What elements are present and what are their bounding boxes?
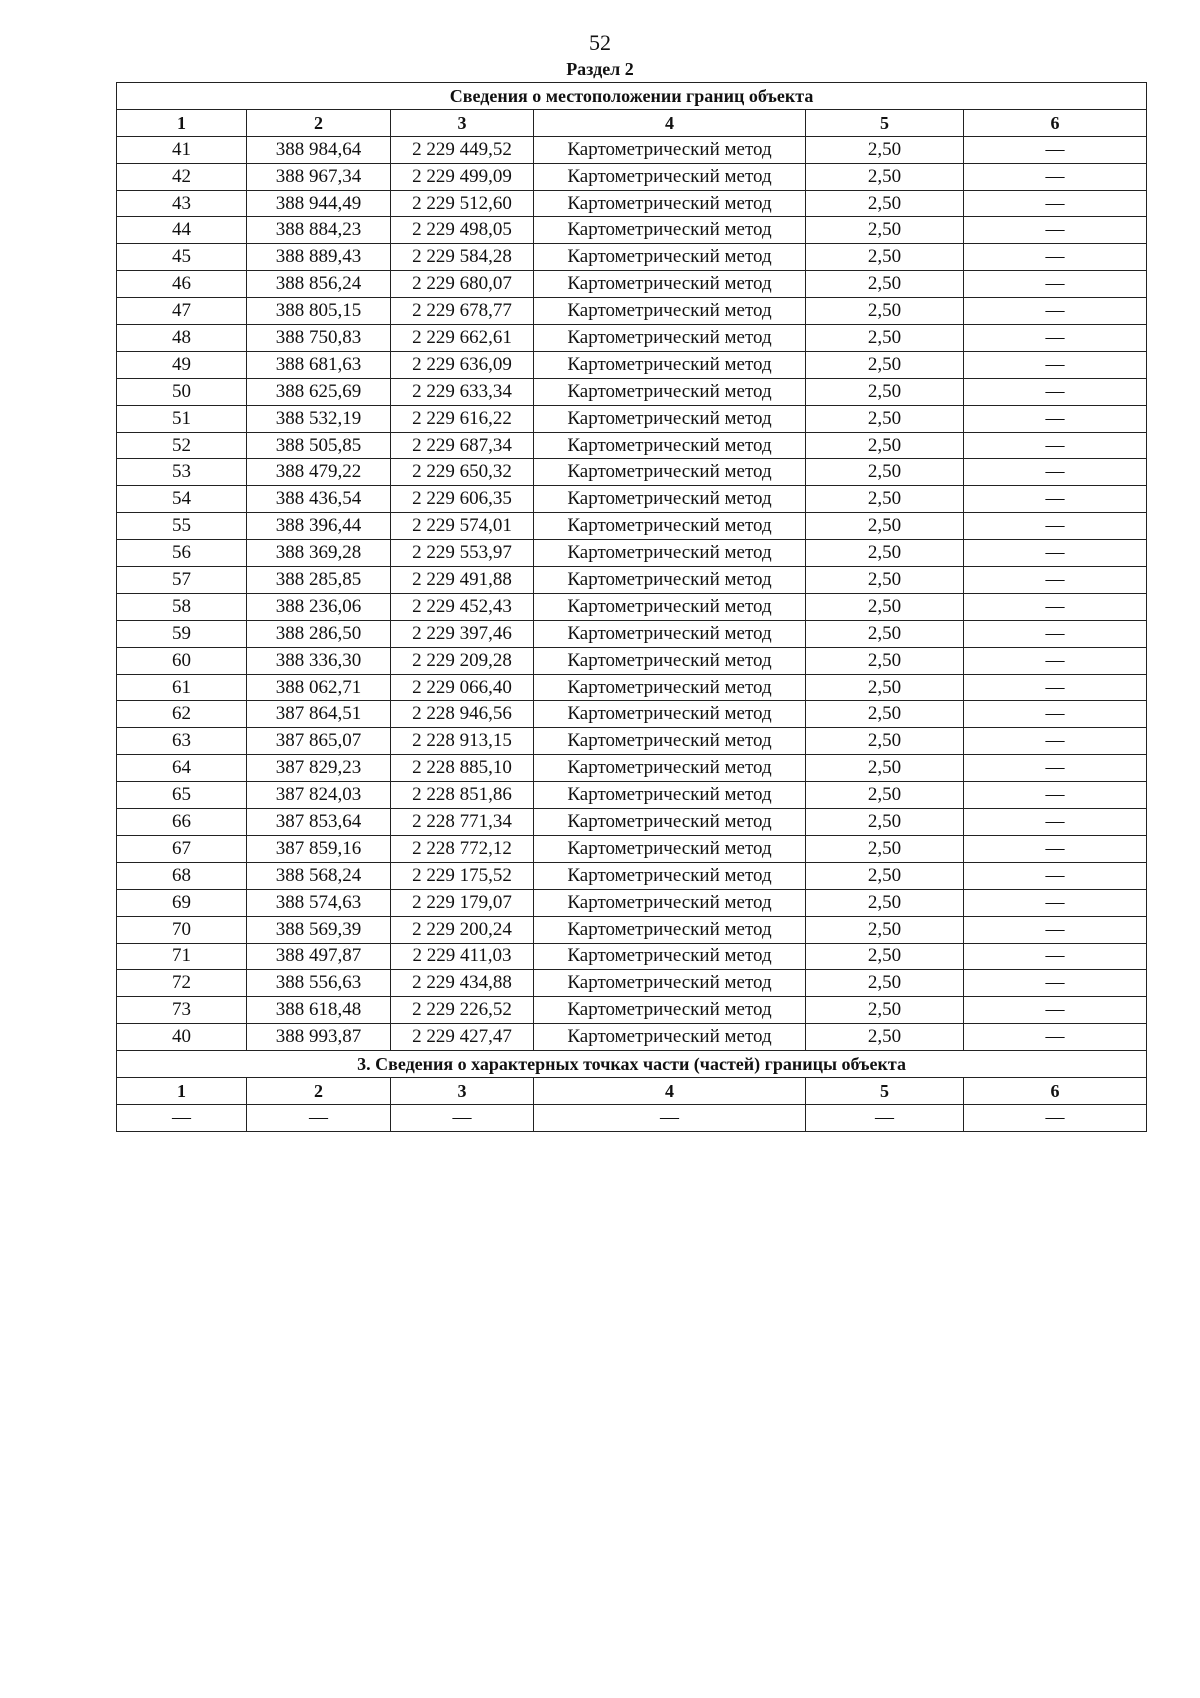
table-cell: 2,50 xyxy=(806,755,964,782)
table-cell: Картометрический метод xyxy=(534,459,806,486)
table-cell: Картометрический метод xyxy=(534,728,806,755)
table-cell: Картометрический метод xyxy=(534,674,806,701)
table-cell: 2 229 553,97 xyxy=(391,540,534,567)
table-row xyxy=(117,271,1147,298)
table-cell: — xyxy=(964,647,1147,674)
table-cell: 60 xyxy=(117,647,247,674)
table-row xyxy=(117,889,1147,916)
table-cell: Картометрический метод xyxy=(534,513,806,540)
table-cell: Картометрический метод xyxy=(534,782,806,809)
table-cell: 59 xyxy=(117,620,247,647)
boundary-table xyxy=(116,82,1147,1132)
table-cell: 2 228 772,12 xyxy=(391,835,534,862)
table-cell: 2 229 434,88 xyxy=(391,970,534,997)
table-cell: 52 xyxy=(117,432,247,459)
table-cell: 388 805,15 xyxy=(247,298,391,325)
table-cell: 2,50 xyxy=(806,271,964,298)
table-cell: Картометрический метод xyxy=(534,540,806,567)
table-cell: 67 xyxy=(117,835,247,862)
table-cell: 388 967,34 xyxy=(247,163,391,190)
table-cell: 68 xyxy=(117,862,247,889)
table-cell: 388 062,71 xyxy=(247,674,391,701)
table-row xyxy=(117,728,1147,755)
table-row xyxy=(117,567,1147,594)
table-cell: 2 229 606,35 xyxy=(391,486,534,513)
table-cell: Картометрический метод xyxy=(534,271,806,298)
table-cell: — xyxy=(964,593,1147,620)
table-cell: 64 xyxy=(117,755,247,782)
table-cell: 388 625,69 xyxy=(247,378,391,405)
table-cell: Картометрический метод xyxy=(534,997,806,1024)
table-cell: 69 xyxy=(117,889,247,916)
table-cell: Картометрический метод xyxy=(534,835,806,862)
table-cell: 61 xyxy=(117,674,247,701)
column-header: 6 xyxy=(964,1077,1147,1104)
table-cell: — xyxy=(964,809,1147,836)
table-cell: — xyxy=(806,1104,964,1131)
table-cell: 73 xyxy=(117,997,247,1024)
column-header: 4 xyxy=(534,1077,806,1104)
column-header: 6 xyxy=(964,109,1147,136)
table-cell: 2,50 xyxy=(806,970,964,997)
table-cell: 2 229 687,34 xyxy=(391,432,534,459)
table-cell: 65 xyxy=(117,782,247,809)
page-number: 52 xyxy=(589,30,611,55)
table-cell: 388 884,23 xyxy=(247,217,391,244)
table-cell: Картометрический метод xyxy=(534,943,806,970)
table-cell: 388 286,50 xyxy=(247,620,391,647)
table-cell: 2,50 xyxy=(806,889,964,916)
table-cell: — xyxy=(964,163,1147,190)
table-row xyxy=(117,540,1147,567)
table-cell: 72 xyxy=(117,970,247,997)
table-cell: 2 229 175,52 xyxy=(391,862,534,889)
table-row xyxy=(117,809,1147,836)
table-cell: 2 229 678,77 xyxy=(391,298,534,325)
table-cell: — xyxy=(964,620,1147,647)
table-cell: 71 xyxy=(117,943,247,970)
table-cell: 388 369,28 xyxy=(247,540,391,567)
table-row xyxy=(117,647,1147,674)
table-cell: Картометрический метод xyxy=(534,755,806,782)
section-title: Раздел 2 xyxy=(566,59,634,79)
table-cell: — xyxy=(117,1104,247,1131)
table-cell: 41 xyxy=(117,136,247,163)
table-cell: 2,50 xyxy=(806,325,964,352)
table-cell: Картометрический метод xyxy=(534,862,806,889)
table-row xyxy=(117,325,1147,352)
table-cell: Картометрический метод xyxy=(534,567,806,594)
table-title: Сведения о местоположении границ объекта xyxy=(117,83,1147,110)
table-cell: 48 xyxy=(117,325,247,352)
table-cell: Картометрический метод xyxy=(534,620,806,647)
table-cell: Картометрический метод xyxy=(534,916,806,943)
table-cell: — xyxy=(964,567,1147,594)
table-cell: 43 xyxy=(117,190,247,217)
table-cell: 2,50 xyxy=(806,701,964,728)
column-header: 3 xyxy=(391,1077,534,1104)
table-cell: 63 xyxy=(117,728,247,755)
table-row xyxy=(117,513,1147,540)
table-cell: Картометрический метод xyxy=(534,351,806,378)
table-row xyxy=(117,755,1147,782)
table-cell: 388 944,49 xyxy=(247,190,391,217)
table-cell: 2 229 636,09 xyxy=(391,351,534,378)
table-cell: 2,50 xyxy=(806,620,964,647)
table-cell: Картометрический метод xyxy=(534,378,806,405)
table-cell: 45 xyxy=(117,244,247,271)
table-cell: 2,50 xyxy=(806,728,964,755)
table-cell: 2,50 xyxy=(806,809,964,836)
table-cell: 2,50 xyxy=(806,916,964,943)
table-cell: 388 336,30 xyxy=(247,647,391,674)
table-cell: 2,50 xyxy=(806,835,964,862)
table-cell: 387 824,03 xyxy=(247,782,391,809)
table-cell: 40 xyxy=(117,1024,247,1051)
table-cell: 2 229 498,05 xyxy=(391,217,534,244)
table-cell: 56 xyxy=(117,540,247,567)
table-row xyxy=(117,1104,1147,1131)
table-cell: Картометрический метод xyxy=(534,244,806,271)
table-cell: 388 505,85 xyxy=(247,432,391,459)
table-cell: 2,50 xyxy=(806,486,964,513)
table-row xyxy=(117,163,1147,190)
table-cell: — xyxy=(964,298,1147,325)
table-cell: Картометрический метод xyxy=(534,593,806,620)
table-row xyxy=(117,486,1147,513)
table-cell: 47 xyxy=(117,298,247,325)
table-cell: — xyxy=(247,1104,391,1131)
table-cell: Картометрический метод xyxy=(534,405,806,432)
table-cell: — xyxy=(964,432,1147,459)
table-row xyxy=(117,916,1147,943)
table-cell: 388 436,54 xyxy=(247,486,391,513)
table-cell: 2 229 226,52 xyxy=(391,997,534,1024)
table-cell: — xyxy=(964,244,1147,271)
table-cell: 388 396,44 xyxy=(247,513,391,540)
table-row xyxy=(117,190,1147,217)
table-row xyxy=(117,136,1147,163)
table-cell: 55 xyxy=(117,513,247,540)
column-header: 4 xyxy=(534,109,806,136)
table-cell: Картометрический метод xyxy=(534,970,806,997)
table-cell: — xyxy=(964,271,1147,298)
table-cell: 2,50 xyxy=(806,862,964,889)
column-header: 1 xyxy=(117,109,247,136)
table-cell: 2,50 xyxy=(806,567,964,594)
table-cell: Картометрический метод xyxy=(534,325,806,352)
table-cell: 388 569,39 xyxy=(247,916,391,943)
table-cell: 2 229 650,32 xyxy=(391,459,534,486)
column-header: 2 xyxy=(247,1077,391,1104)
table-cell: 2 229 452,43 xyxy=(391,593,534,620)
table-cell: 2,50 xyxy=(806,997,964,1024)
table-cell: — xyxy=(964,378,1147,405)
table-cell: — xyxy=(964,325,1147,352)
table-row xyxy=(117,432,1147,459)
table-row xyxy=(117,593,1147,620)
table-cell: 2 229 616,22 xyxy=(391,405,534,432)
table-cell: 42 xyxy=(117,163,247,190)
table-row xyxy=(117,378,1147,405)
table-row xyxy=(117,997,1147,1024)
table-cell: — xyxy=(964,351,1147,378)
table-cell: Картометрический метод xyxy=(534,809,806,836)
table-cell: Картометрический метод xyxy=(534,889,806,916)
table-cell: 46 xyxy=(117,271,247,298)
table-cell: — xyxy=(964,540,1147,567)
table-cell: Картометрический метод xyxy=(534,190,806,217)
table-cell: 2,50 xyxy=(806,459,964,486)
table-cell: 2,50 xyxy=(806,163,964,190)
table-cell: 2,50 xyxy=(806,298,964,325)
table-cell: — xyxy=(964,405,1147,432)
table-cell: 388 556,63 xyxy=(247,970,391,997)
table-row xyxy=(117,943,1147,970)
table-cell: 2 229 209,28 xyxy=(391,647,534,674)
table-cell: 2 229 179,07 xyxy=(391,889,534,916)
table-cell: 2,50 xyxy=(806,1024,964,1051)
table-cell: 2,50 xyxy=(806,351,964,378)
table-cell: 2 229 411,03 xyxy=(391,943,534,970)
table-cell: 51 xyxy=(117,405,247,432)
table-cell: 387 864,51 xyxy=(247,701,391,728)
table-cell: 54 xyxy=(117,486,247,513)
table-row xyxy=(117,701,1147,728)
table-cell: 53 xyxy=(117,459,247,486)
table-cell: 62 xyxy=(117,701,247,728)
table-row xyxy=(117,459,1147,486)
table-cell: 2,50 xyxy=(806,943,964,970)
table-cell: Картометрический метод xyxy=(534,136,806,163)
table-cell: 2,50 xyxy=(806,190,964,217)
table-cell: 387 853,64 xyxy=(247,809,391,836)
table-cell: 50 xyxy=(117,378,247,405)
table-cell: 2,50 xyxy=(806,378,964,405)
table-cell: 2,50 xyxy=(806,244,964,271)
table-cell: — xyxy=(964,889,1147,916)
table-cell: 2 229 499,09 xyxy=(391,163,534,190)
table-cell: Картометрический метод xyxy=(534,486,806,513)
table-cell: 388 856,24 xyxy=(247,271,391,298)
table-cell: 388 889,43 xyxy=(247,244,391,271)
table-cell: Картометрический метод xyxy=(534,701,806,728)
column-header: 5 xyxy=(806,1077,964,1104)
table-cell: 388 568,24 xyxy=(247,862,391,889)
table-cell: 2 229 512,60 xyxy=(391,190,534,217)
table-cell: 2 229 449,52 xyxy=(391,136,534,163)
table-row xyxy=(117,674,1147,701)
table-cell: — xyxy=(964,943,1147,970)
table-cell: 2 228 946,56 xyxy=(391,701,534,728)
table-cell: 387 829,23 xyxy=(247,755,391,782)
table-cell: — xyxy=(964,1024,1147,1051)
table-cell: — xyxy=(964,997,1147,1024)
table-row xyxy=(117,217,1147,244)
table-cell: 388 574,63 xyxy=(247,889,391,916)
parts-column-header-row xyxy=(117,1077,1147,1104)
table-cell: 2 229 491,88 xyxy=(391,567,534,594)
table-row xyxy=(117,862,1147,889)
table-cell: — xyxy=(964,782,1147,809)
table-cell: — xyxy=(964,862,1147,889)
table-cell: 2 229 584,28 xyxy=(391,244,534,271)
table-cell: 2 229 066,40 xyxy=(391,674,534,701)
table-cell: 388 993,87 xyxy=(247,1024,391,1051)
table-cell: 388 479,22 xyxy=(247,459,391,486)
table-cell: — xyxy=(964,674,1147,701)
table-cell: 2 228 885,10 xyxy=(391,755,534,782)
table-cell: 2,50 xyxy=(806,782,964,809)
table-cell: 387 859,16 xyxy=(247,835,391,862)
table-cell: 2 229 397,46 xyxy=(391,620,534,647)
table-row xyxy=(117,298,1147,325)
table-cell: 44 xyxy=(117,217,247,244)
table-cell: 57 xyxy=(117,567,247,594)
table-cell: — xyxy=(964,835,1147,862)
table-cell: Картометрический метод xyxy=(534,1024,806,1051)
table-cell: 2,50 xyxy=(806,136,964,163)
table-cell: Картометрический метод xyxy=(534,298,806,325)
table-cell: Картометрический метод xyxy=(534,647,806,674)
table-row xyxy=(117,1024,1147,1051)
table-row xyxy=(117,405,1147,432)
table-cell: 388 681,63 xyxy=(247,351,391,378)
column-header: 3 xyxy=(391,109,534,136)
table-cell: 2,50 xyxy=(806,217,964,244)
table-cell: — xyxy=(964,1104,1147,1131)
table-cell: — xyxy=(964,136,1147,163)
table-cell: 2,50 xyxy=(806,593,964,620)
table-cell: 388 285,85 xyxy=(247,567,391,594)
parts-table-title: 3. Сведения о характерных точках части (частей) границы объекта xyxy=(117,1051,1147,1078)
table-cell: — xyxy=(964,728,1147,755)
table-row xyxy=(117,620,1147,647)
table-cell: — xyxy=(534,1104,806,1131)
table-cell: 2 228 913,15 xyxy=(391,728,534,755)
table-cell: 2,50 xyxy=(806,432,964,459)
table-cell: Картометрический метод xyxy=(534,432,806,459)
table-cell: 2,50 xyxy=(806,540,964,567)
table-row xyxy=(117,244,1147,271)
table-cell: — xyxy=(964,701,1147,728)
table-cell: — xyxy=(964,190,1147,217)
column-header: 1 xyxy=(117,1077,247,1104)
table-cell: — xyxy=(964,459,1147,486)
table-cell: — xyxy=(964,217,1147,244)
table-cell: 2 229 427,47 xyxy=(391,1024,534,1051)
table-cell: 2 229 680,07 xyxy=(391,271,534,298)
table-cell: 388 618,48 xyxy=(247,997,391,1024)
table-cell: 66 xyxy=(117,809,247,836)
table-cell: 2 228 771,34 xyxy=(391,809,534,836)
table-cell: — xyxy=(964,486,1147,513)
table-cell: 2 229 633,34 xyxy=(391,378,534,405)
table-cell: 388 532,19 xyxy=(247,405,391,432)
table-row xyxy=(117,970,1147,997)
table-cell: 49 xyxy=(117,351,247,378)
table-row xyxy=(117,351,1147,378)
table-cell: 2 229 574,01 xyxy=(391,513,534,540)
table-cell: 2 229 662,61 xyxy=(391,325,534,352)
table-row xyxy=(117,782,1147,809)
table-cell: — xyxy=(964,513,1147,540)
table-cell: 388 497,87 xyxy=(247,943,391,970)
table-cell: — xyxy=(391,1104,534,1131)
table-cell: 388 750,83 xyxy=(247,325,391,352)
table-cell: Картометрический метод xyxy=(534,217,806,244)
column-header: 2 xyxy=(247,109,391,136)
table-cell: Картометрический метод xyxy=(534,163,806,190)
table-cell: 2 228 851,86 xyxy=(391,782,534,809)
table-cell: 388 984,64 xyxy=(247,136,391,163)
table-cell: 388 236,06 xyxy=(247,593,391,620)
table-cell: 2,50 xyxy=(806,513,964,540)
table-cell: 2 229 200,24 xyxy=(391,916,534,943)
table-cell: 387 865,07 xyxy=(247,728,391,755)
table-row xyxy=(117,835,1147,862)
column-header-row xyxy=(117,109,1147,136)
table-cell: 58 xyxy=(117,593,247,620)
table-cell: 2,50 xyxy=(806,647,964,674)
table-cell: 2,50 xyxy=(806,674,964,701)
table-cell: — xyxy=(964,970,1147,997)
column-header: 5 xyxy=(806,109,964,136)
table-cell: 2,50 xyxy=(806,405,964,432)
table-cell: 70 xyxy=(117,916,247,943)
table-cell: — xyxy=(964,916,1147,943)
table-cell: — xyxy=(964,755,1147,782)
